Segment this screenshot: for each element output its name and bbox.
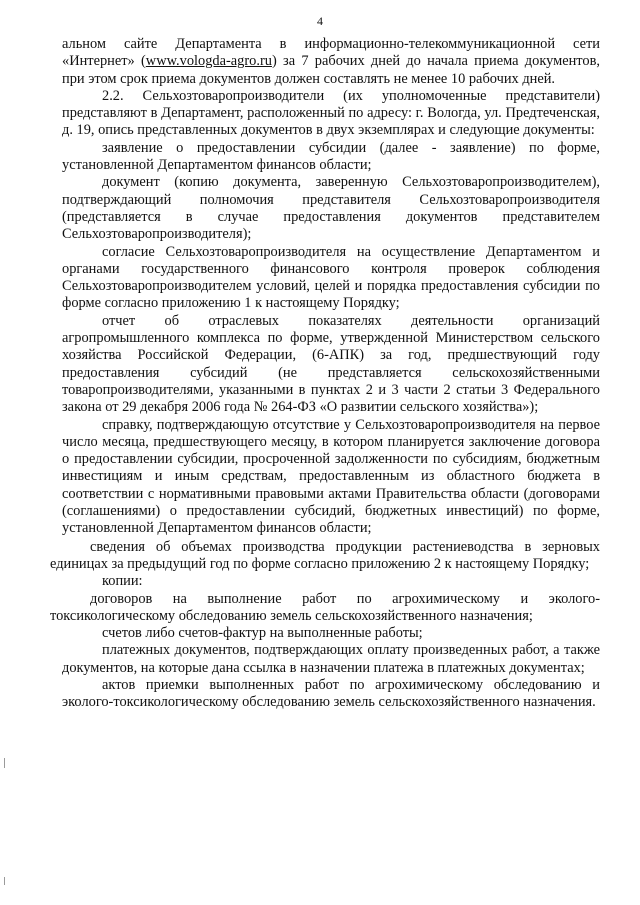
list-item-invoices: счетов либо счетов-фактур на выполненные работы; [102,625,423,642]
list-item-authority-document: документ (копию документа, заверенную Сельхозтоваропроизводителем), подтверждающий полномочия представителя Сельхозтоваропроизводителя (представляется в случае предоставления документов представителем Сельхозтоваропроизводителя); [62,174,600,243]
paragraph-section-2-2: 2.2. Сельхозтоваропроизводители (их уполномоченные представители) представляют в Департамент, расположенный по адресу: г. Вологда, ул. Предтеченская, д. 19, опись представленных документов в двух экземплярах и следующие документы: [62,87,600,139]
list-item-application: заявление о предоставлении субсидии (далее - заявление) по форме, установленной Департаментом финансов области; [62,139,600,174]
paragraph-publication-notice [62,36,600,88]
list-item-debt-certificate: справку, подтверждающую отсутствие у Сельхозтоваропроизводителя на первое число месяца, предшествующего месяцу, в котором планируется заключение договора о предоставлении субсидии, просроченной задолженности по субсидиям, бюджетным инвестициям и иным средствам, предоставленным из областного бюджета в соответствии с нормативными правовыми актами Правительства области (договорами (соглашениями) о предоставлении субсидий, бюджетных инвестиций) по форме, установленной Департаментом финансов области; [62,416,600,537]
list-item-acceptance-acts: актов приемки выполненных работ по агрохимическому обследованию и эколого-токсикологическому обследованию земель сельскохозяйственного назначения. [62,676,600,711]
list-item-report: отчет об отраслевых показателях деятельности организаций агропромышленного комплекса по форме, утвержденной Министерством сельского хозяйства Российской Федерации, (6-АПК) за год, предшествующий году предоставления субсидий (не представляется сельскохозяйственными товаропроизводителями, указанными в пунктах 2 и 3 части 2 статьи 3 Федерального закона от 29 декабря 2006 года № 264-ФЗ «О развитии сельского хозяйства»); [62,312,600,416]
list-item-consent: согласие Сельхозтоваропроизводителя на осуществление Департаментом и органами государственного финансового контроля проверок соблюдения Сельхозтоваропроизводителем условий, целей и порядка предоставления субсидии по форме согласно приложению 1 к настоящему Порядку; [62,243,600,312]
paragraph-text: альном сайте Департамента в информационно-телекоммуникационной сети «Интернет» ( [62,36,600,70]
list-item-copies-heading: копии: [102,573,143,590]
list-item-contracts: договоров на выполнение работ по агрохимическому и эколого-токсикологическому обследованию земель сельскохозяйственного назначения; [50,590,600,624]
paragraph-text: ) за 7 рабочих дней до начала приема документов, при этом срок приема документов должен составлять не менее 10 рабочих дней. [62,53,600,87]
document-body [50,36,600,712]
page-number: 4 [317,14,323,28]
scan-margin-mark [4,758,5,768]
list-item-payment-documents: платежных документов, подтверждающих оплату произведенных работ, а также документов, на которые дана ссылка в назначении платежа в платежных документах; [62,642,600,676]
website-link[interactable]: www.vologda-agro.ru [145,53,272,70]
scan-margin-mark [4,877,5,885]
list-item-production-info: сведения об объемах производства продукции растениеводства в зерновых единицах за предыдущий год по форме согласно приложению 2 к настоящему Порядку; [50,538,600,572]
